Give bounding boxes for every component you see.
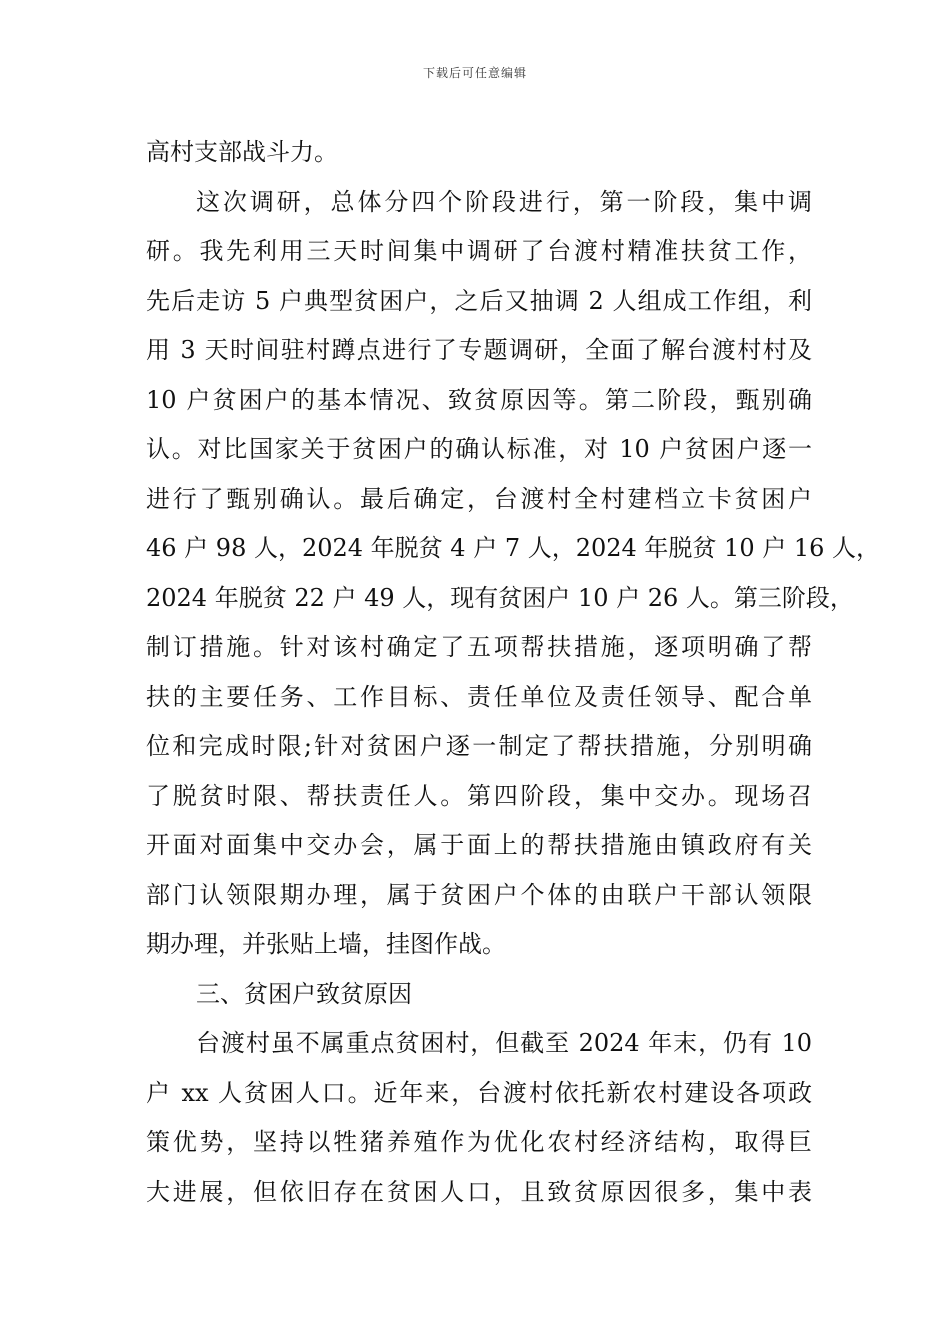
- text-line: 研。我先利用三天时间集中调研了台渡村精准扶贫工作，: [146, 237, 812, 265]
- text-line: 先后走访 5 户典型贫困户，之后又抽调 2 人组成工作组，利: [146, 286, 812, 315]
- text-line: 制订措施。针对该村确定了五项帮扶措施，逐项明确了帮: [146, 633, 812, 661]
- text-line: 期办理，并张贴上墙，挂图作战。: [146, 930, 506, 958]
- text-line: 10 户贫困户的基本情况、致贫原因等。第二阶段，甄别确: [146, 385, 812, 414]
- text-line: 户 xx 人贫困人口。近年来，台渡村依托新农村建设各项政: [146, 1078, 812, 1107]
- text-line: 部门认领限期办理，属于贫困户个体的由联户干部认领限: [146, 880, 812, 909]
- text-line: 46 户 98 人，2024 年脱贫 4 户 7 人，2024 年脱贫 10 户 16 人，: [146, 534, 881, 562]
- text-line: 高村支部战斗力。: [146, 138, 338, 166]
- text-line: 认。对比国家关于贫困户的确认标准，对 10 户贫困户逐一: [146, 435, 812, 463]
- text-line: 策优势，坚持以牲猪养殖作为优化农村经济结构，取得巨: [146, 1128, 812, 1156]
- document-body: [146, 128, 881, 1217]
- text-line: 2024 年脱贫 22 户 49 人，现有贫困户 10 户 26 人。第三阶段，: [146, 583, 854, 612]
- text-line: 扶的主要任务、工作目标、责任单位及责任领导、配合单: [146, 682, 812, 711]
- page-header-note: 下载后可任意编辑: [422, 66, 527, 80]
- text-line: 进行了甄别确认。最后确定，台渡村全村建档立卡贫困户: [146, 484, 812, 513]
- text-line: 大进展，但依旧存在贫困人口，且致贫原因很多，集中表: [146, 1177, 812, 1206]
- text-line: 了脱贫时限、帮扶责任人。第四阶段，集中交办。现场召: [146, 781, 812, 810]
- section-heading: 三、贫困户致贫原因: [196, 979, 412, 1008]
- text-line: 这次调研，总体分四个阶段进行，第一阶段，集中调: [196, 187, 812, 216]
- text-line: 台渡村虽不属重点贫困村，但截至 2024 年末，仍有 10: [196, 1029, 812, 1057]
- text-line: 位和完成时限;针对贫困户逐一制定了帮扶措施，分别明确: [146, 732, 812, 760]
- text-line: 开面对面集中交办会，属于面上的帮扶措施由镇政府有关: [146, 831, 812, 859]
- text-line: 用 3 天时间驻村蹲点进行了专题调研，全面了解台渡村村及: [146, 336, 812, 364]
